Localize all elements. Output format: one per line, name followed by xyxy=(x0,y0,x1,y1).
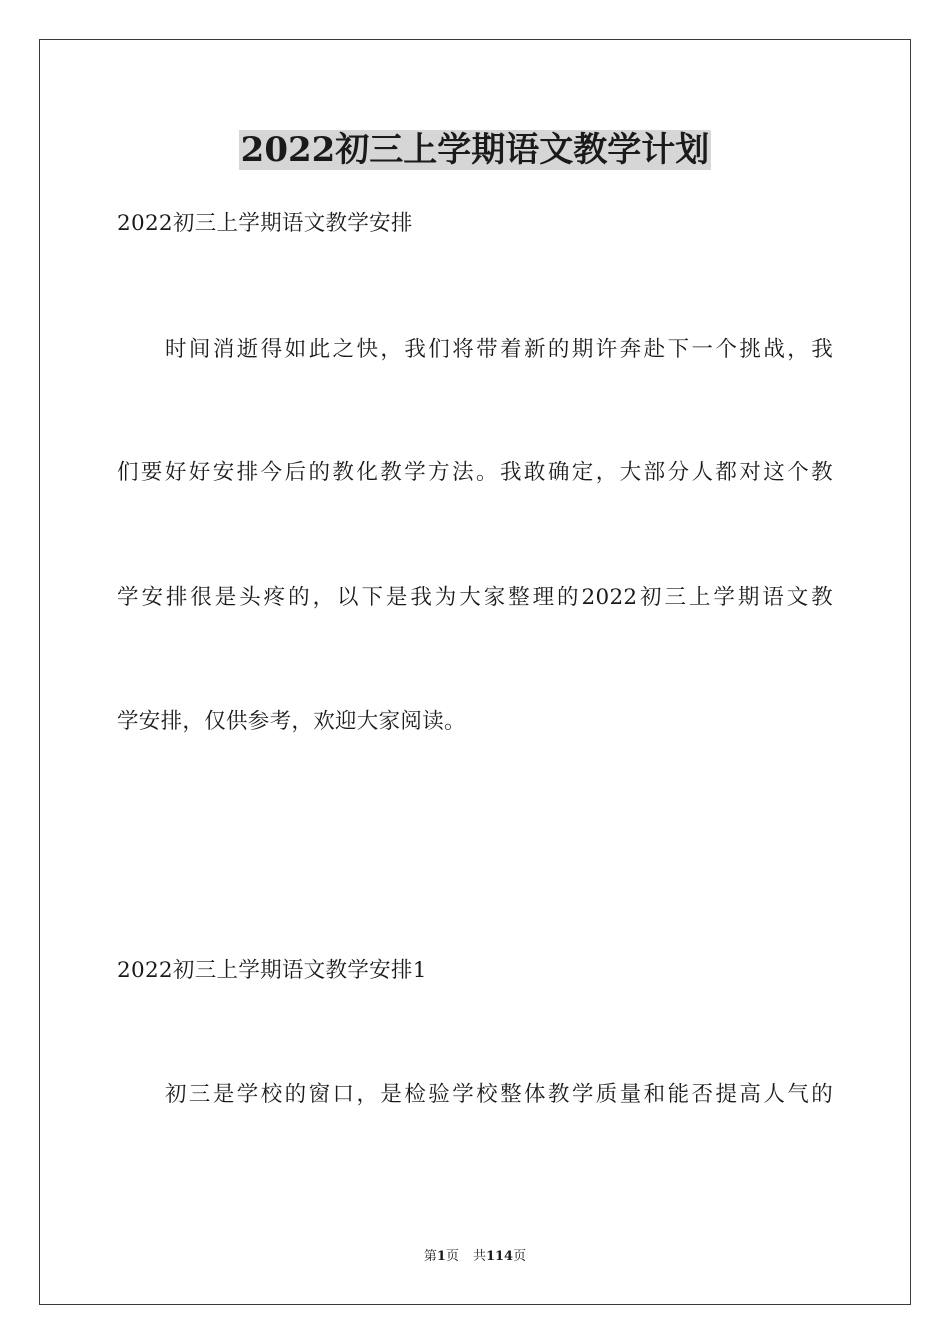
total-prefix: 共 xyxy=(472,1249,486,1264)
document-title-text: 2022初三上学期语文教学计划 xyxy=(240,130,710,170)
total-suffix: 页 xyxy=(513,1249,527,1264)
page-number: 1 xyxy=(436,1249,446,1264)
paragraph-line: 时间消逝得如此之快，我们将带着新的期许奔赴下一个挑战，我 xyxy=(165,337,833,362)
page-footer xyxy=(0,1248,950,1266)
paragraph-line: 初三是学校的窗口，是检验学校整体教学质量和能否提高人气的 xyxy=(165,1082,833,1107)
paragraph-line: 学安排，仅供参考，欢迎大家阅读。 xyxy=(117,709,466,734)
document-title xyxy=(0,128,950,172)
page-prefix: 第 xyxy=(423,1249,437,1264)
section-heading: 2022初三上学期语文教学安排 xyxy=(117,211,413,236)
paragraph-line: 们要好好安排今后的教化教学方法。我敢确定，大部分人都对这个教 xyxy=(117,460,833,485)
paragraph-line: 学安排很是头疼的，以下是我为大家整理的2022初三上学期语文教 xyxy=(117,585,833,610)
section-heading: 2022初三上学期语文教学安排1 xyxy=(117,958,427,983)
total-pages: 114 xyxy=(485,1249,514,1264)
page-suffix: 页 xyxy=(445,1249,459,1264)
